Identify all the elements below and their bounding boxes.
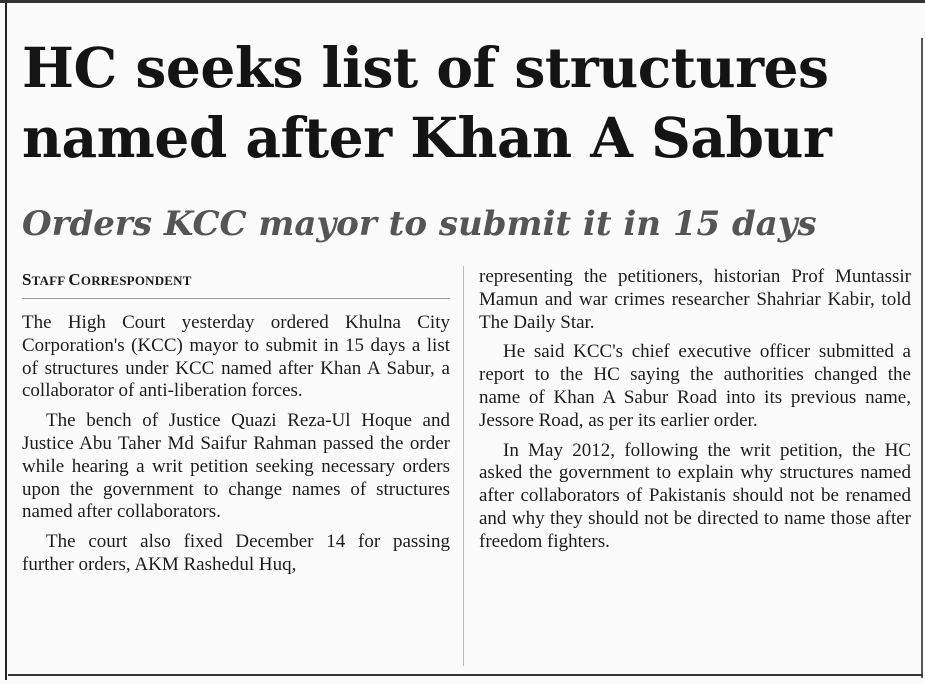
paragraph: In May 2012, following the writ petition, the HC asked the government to explain why structures named after collaborators of Pakistanis should not be renamed and why they should not be directed to name those after freedom fighters. bbox=[479, 439, 911, 552]
headline-line-1: HC seeks list of structures bbox=[22, 35, 829, 100]
article-column-left bbox=[22, 312, 450, 584]
paragraph: He said KCC's chief executive officer submitted a report to the HC saying the authorities changed the name of Khan A Sabur Road into its previous name, Jessore Road, as per its earlier order. bbox=[479, 341, 911, 431]
paragraph: The bench of Justice Quazi Reza-Ul Hoque and Justice Abu Taher Md Saifur Rahman passed the order while hearing a writ petition seeking necessary orders upon the government to change names of structures named after collaborators. bbox=[22, 410, 450, 523]
bottom-border-rule bbox=[8, 674, 923, 676]
left-border-rule bbox=[5, 3, 7, 680]
column-divider bbox=[463, 266, 464, 666]
paragraph: representing the petitioners, historian Prof Muntassir Mamun and war crimes researcher Shahriar Kabir, told The Daily Star. bbox=[479, 266, 911, 333]
headline bbox=[22, 33, 917, 173]
paragraph: The High Court yesterday ordered Khulna City Corporation's (KCC) mayor to submit in 15 days a list of structures under KCC named after Khan A Sabur, a collaborator of anti-liberation forces. bbox=[22, 312, 450, 402]
subheadline: Orders KCC mayor to submit it in 15 days bbox=[22, 204, 817, 244]
byline-underline bbox=[22, 298, 450, 299]
paragraph: The court also fixed December 14 for passing further orders, AKM Rashedul Huq, bbox=[22, 531, 450, 575]
top-border-rule bbox=[0, 0, 925, 3]
right-border-rule bbox=[921, 38, 923, 678]
byline: STAFF CORRESPONDENT bbox=[22, 270, 192, 289]
headline-line-2: named after Khan A Sabur bbox=[22, 105, 832, 170]
article-column-right bbox=[479, 266, 911, 561]
